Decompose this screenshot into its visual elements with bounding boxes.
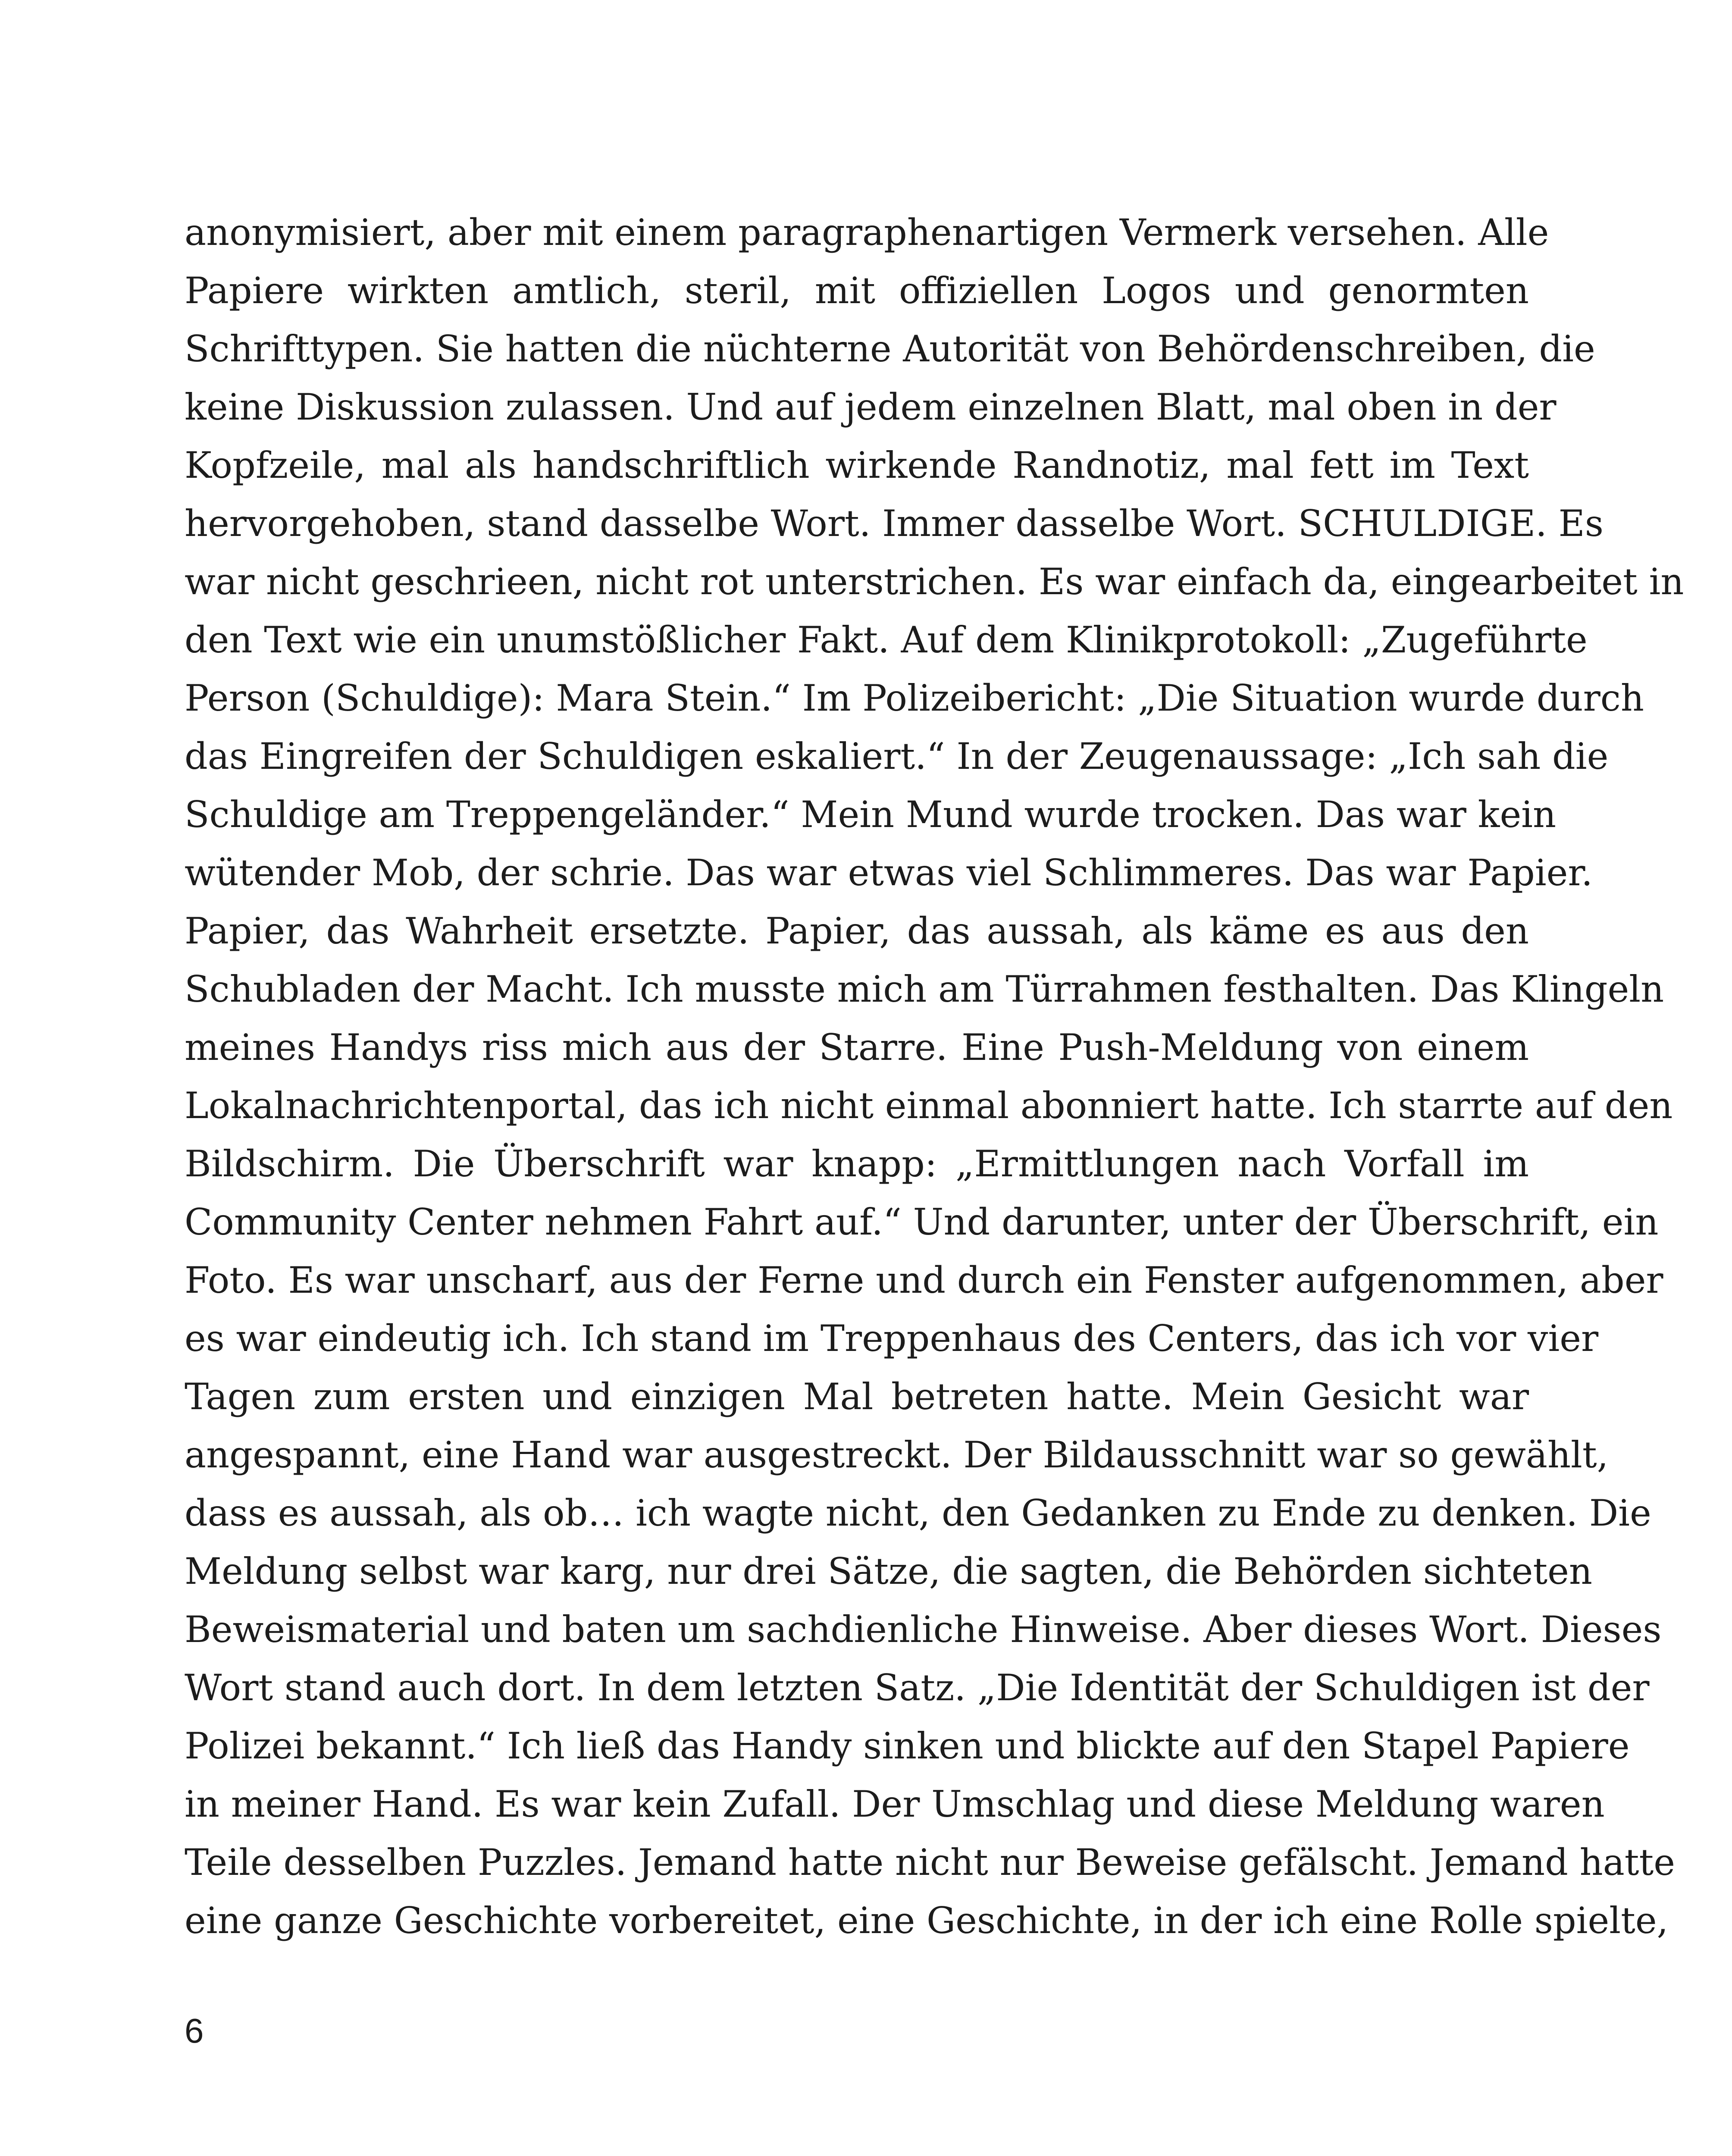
text-line: Foto. Es war unscharf, aus der Ferne und durch ein Fenster aufgenommen, aber [185,1259,1663,1301]
text-line: war nicht geschrieen, nicht rot unterstrichen. Es war einfach da, eingearbeitet in [185,561,1684,603]
text-line: es war eindeutig ich. Ich stand im Treppenhaus des Centers, das ich vor vier [185,1317,1599,1360]
page-number: 6 [185,2012,204,2050]
text-line: keine Diskussion zulassen. Und auf jedem einzelnen Blatt, mal oben in der [185,386,1557,428]
text-line: wütender Mob, der schrie. Das war etwas viel Schlimmeres. Das war Papier. [185,852,1593,894]
text-line: Schubladen der Macht. Ich musste mich am Türrahmen festhalten. Das Klingeln [185,968,1664,1010]
text-line: Beweismaterial und baten um sachdienliche Hinweise. Aber dieses Wort. Dieses [185,1608,1662,1651]
text-line: Meldung selbst war karg, nur drei Sätze, die sagten, die Behörden sichteten [185,1550,1592,1592]
text-line: Lokalnachrichtenportal, das ich nicht einmal abonniert hatte. Ich starrte auf den [185,1084,1673,1127]
text-line: das Eingreifen der Schuldigen eskaliert.“ In der Zeugenaussage: „Ich sah die [185,735,1609,777]
text-line: Schuldige am Treppengeländer.“ Mein Mund wurde trocken. Das war kein [185,793,1557,836]
body-text [185,204,1684,1950]
text-line: den Text wie ein unumstößlicher Fakt. Auf dem Klinikprotokoll: „Zugeführte [185,619,1588,661]
text-line: eine ganze Geschichte vorbereitet, eine Geschichte, in der ich eine Rolle spielte, [185,1899,1669,1942]
text-line: dass es aussah, als ob… ich wagte nicht, den Gedanken zu Ende zu denken. Die [185,1492,1651,1534]
text-line: Schrifttypen. Sie hatten die nüchterne Autorität von Behördenschreiben, die [185,328,1595,370]
text-line: Kopfzeile, mal als handschriftlich wirkende Randnotiz, mal fett im Text [185,444,1529,486]
text-line: Bildschirm. Die Überschrift war knapp: „Ermittlungen nach Vorfall im [185,1143,1529,1185]
text-line: Polizei bekannt.“ Ich ließ das Handy sinken und blickte auf den Stapel Papiere [185,1725,1630,1767]
text-line: meines Handys riss mich aus der Starre. Eine Push-Meldung von einem [185,1026,1529,1069]
text-line: Papiere wirkten amtlich, steril, mit offiziellen Logos und genormten [185,270,1529,312]
text-line: anonymisiert, aber mit einem paragraphenartigen Vermerk versehen. Alle [185,211,1549,254]
text-line: Person (Schuldige): Mara Stein.“ Im Polizeibericht: „Die Situation wurde durch [185,677,1644,719]
text-line: Teile desselben Puzzles. Jemand hatte nicht nur Beweise gefälscht. Jemand hatte [185,1841,1676,1883]
text-line: hervorgehoben, stand dasselbe Wort. Immer dasselbe Wort. SCHULDIGE. Es [185,502,1604,545]
text-line: Papier, das Wahrheit ersetzte. Papier, das aussah, als käme es aus den [185,910,1529,952]
text-line: Community Center nehmen Fahrt auf.“ Und darunter, unter der Überschrift, ein [185,1201,1659,1243]
text-line: Tagen zum ersten und einzigen Mal betreten hatte. Mein Gesicht war [185,1376,1529,1418]
text-line: in meiner Hand. Es war kein Zufall. Der Umschlag und diese Meldung waren [185,1783,1605,1825]
text-line: Wort stand auch dort. In dem letzten Satz. „Die Identität der Schuldigen ist der [185,1667,1650,1709]
text-line: angespannt, eine Hand war ausgestreckt. Der Bildausschnitt war so gewählt, [185,1434,1609,1476]
